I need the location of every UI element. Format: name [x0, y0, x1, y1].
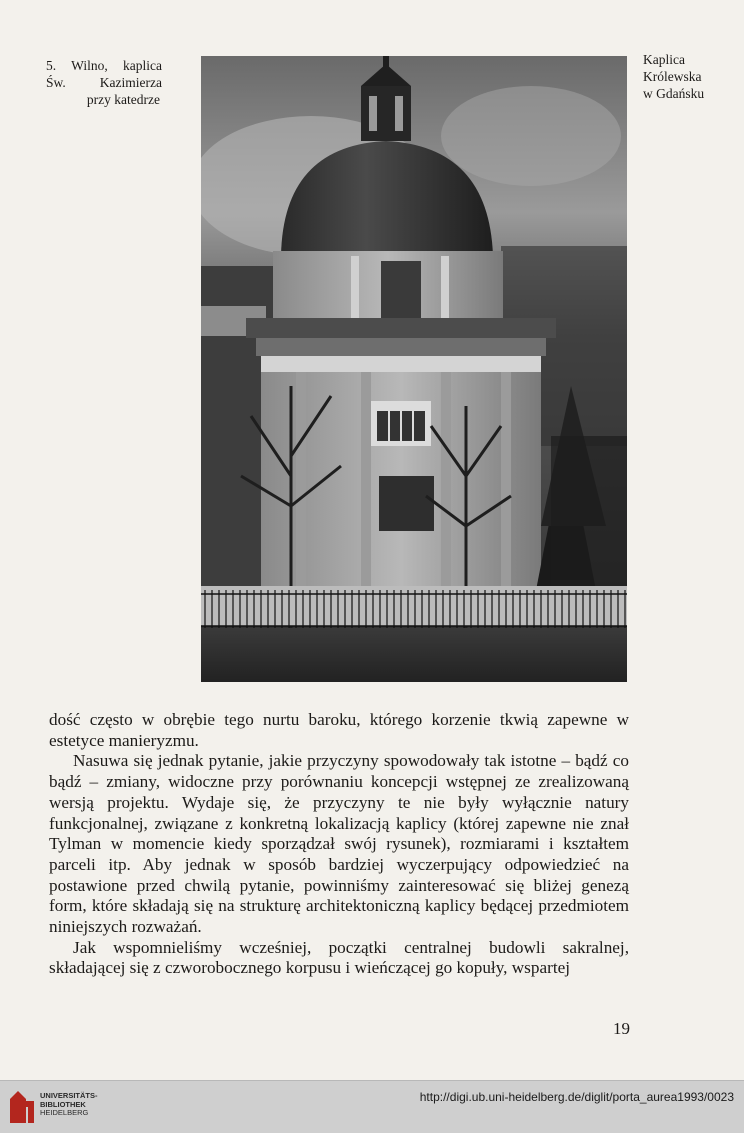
institution-line-2: BIBLIOTHEK: [40, 1099, 86, 1109]
source-url-link[interactable]: http://digi.ub.uni-heidelberg.de/diglit/porta_aurea1993/0023: [419, 1090, 734, 1104]
caption-right-line-1: Kaplica: [643, 52, 685, 67]
chapel-photo: [201, 56, 627, 682]
body-text: [49, 710, 629, 979]
paragraph-2: Nasuwa się jednak pytanie, jakie przyczyny spowodowały tak istotne – bądź co bądź – zmiany, widoczne przy porównaniu koncepcji wstępnej ze zrealizowaną wersją projektu. Wydaje się, że przyczyny te nie były wyłącznie natury funkcjonalnej, związane z konkretną lokalizacją kaplicy (której zapewne nie znał Tylman w momencie kiedy sporządzał swój rysunek), rozmiarami i kształtem parceli itp. Aby jednak w sposób bardziej wyczerpujący odpowiedzieć na postawione przed chwilą pytanie, powinniśmy zainteresować się bliżej genezą form, które składają się na strukturę architektoniczną kaplicy będącej przedmiotem niniejszych rozważań.: [49, 751, 629, 937]
caption-left-line-3: przy katedrze: [86, 92, 160, 107]
caption-right-line-3: w Gdańsku: [643, 86, 705, 101]
caption-left-line-1: 5. Wilno, kaplica: [46, 58, 162, 73]
footer-bar: [0, 1080, 744, 1133]
paragraph-1: dość często w obrębie tego nurtu baroku, którego korzenie tkwią zapewne w estetyce manieryzmu.: [49, 710, 629, 750]
page-number: 19: [613, 1019, 630, 1038]
figure-caption-left: [46, 57, 162, 108]
paragraph-3: Jak wspomnieliśmy wcześniej, początki centralnej budowli sakralnej, składającej się z czworobocznego korpusu i wieńczącej go kopuły, wspartej: [49, 937, 629, 978]
caption-left-line-2: Św. Kazimierza: [46, 75, 162, 90]
chapel-photo-illustration: [201, 56, 627, 682]
caption-right-line-2: Królewska: [643, 69, 702, 84]
library-logo-icon: [8, 1089, 36, 1125]
institution-name: [40, 1092, 98, 1118]
institution-line-1: UNIVERSITÄTS-: [40, 1091, 98, 1100]
institution-line-3: HEIDELBERG: [40, 1108, 89, 1118]
figure-caption-right: [643, 51, 733, 102]
